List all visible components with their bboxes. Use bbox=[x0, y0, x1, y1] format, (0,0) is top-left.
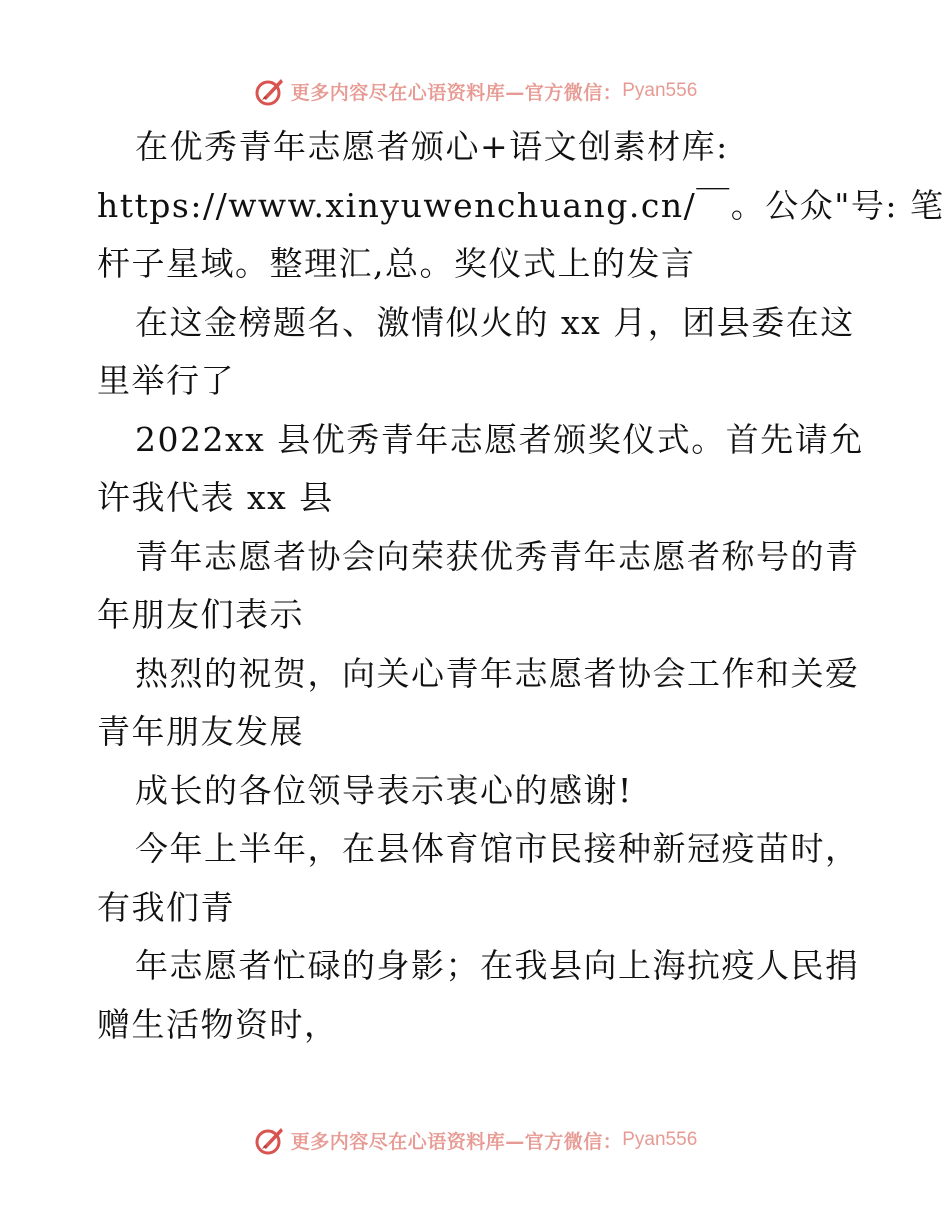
text-line: 里举行了 bbox=[97, 361, 235, 400]
text-line: 许我代表 xx 县 bbox=[97, 478, 334, 517]
header-banner bbox=[0, 71, 950, 111]
text-line: 有我们青 bbox=[97, 887, 235, 927]
footer-banner bbox=[0, 1120, 950, 1160]
text-line: 杆子星域。整理汇,总。奖仪式上的发言 bbox=[97, 244, 696, 283]
document-body bbox=[97, 118, 945, 1054]
text-line: 年朋友们表示 bbox=[97, 595, 304, 634]
text-line: 在这金榜题名、激情似火的 xx 月，团县委在这 bbox=[135, 302, 855, 342]
text-line: 年志愿者忙碌的身影；在我县向上海抗疫人民捐 bbox=[135, 946, 860, 985]
footer-slogan: 更多内容尽在心语资料库—官方微信： bbox=[290, 1130, 623, 1153]
text-line: 今年上半年，在县体育馆市民接种新冠疫苗时， bbox=[135, 829, 860, 868]
footer-contact: Pyan556 bbox=[622, 1129, 698, 1150]
text-line: https://www.xinyuwenchuang.cn/￣。公众"号: 笔 bbox=[97, 185, 945, 225]
text-line: 青年朋友发展 bbox=[97, 712, 304, 751]
text-line: 2022xx 县优秀青年志愿者颁奖仪式。首先请允 bbox=[135, 419, 864, 459]
text-line: 热烈的祝贺，向关心青年志愿者协会工作和关爱 bbox=[135, 653, 860, 693]
text-line: 赠生活物资时， bbox=[97, 1004, 339, 1044]
quill-logo-icon bbox=[253, 74, 287, 108]
text-line: 在优秀青年志愿者颁心+语文创素材库: bbox=[135, 127, 729, 166]
header-slogan: 更多内容尽在心语资料库—官方微信： bbox=[290, 81, 623, 104]
text-line: 成长的各位领导表示衷心的感谢! bbox=[135, 770, 633, 810]
quill-logo-icon bbox=[253, 1123, 287, 1157]
text-line: 青年志愿者协会向荣获优秀青年志愿者称号的青 bbox=[135, 536, 860, 576]
header-contact: Pyan556 bbox=[622, 80, 698, 101]
